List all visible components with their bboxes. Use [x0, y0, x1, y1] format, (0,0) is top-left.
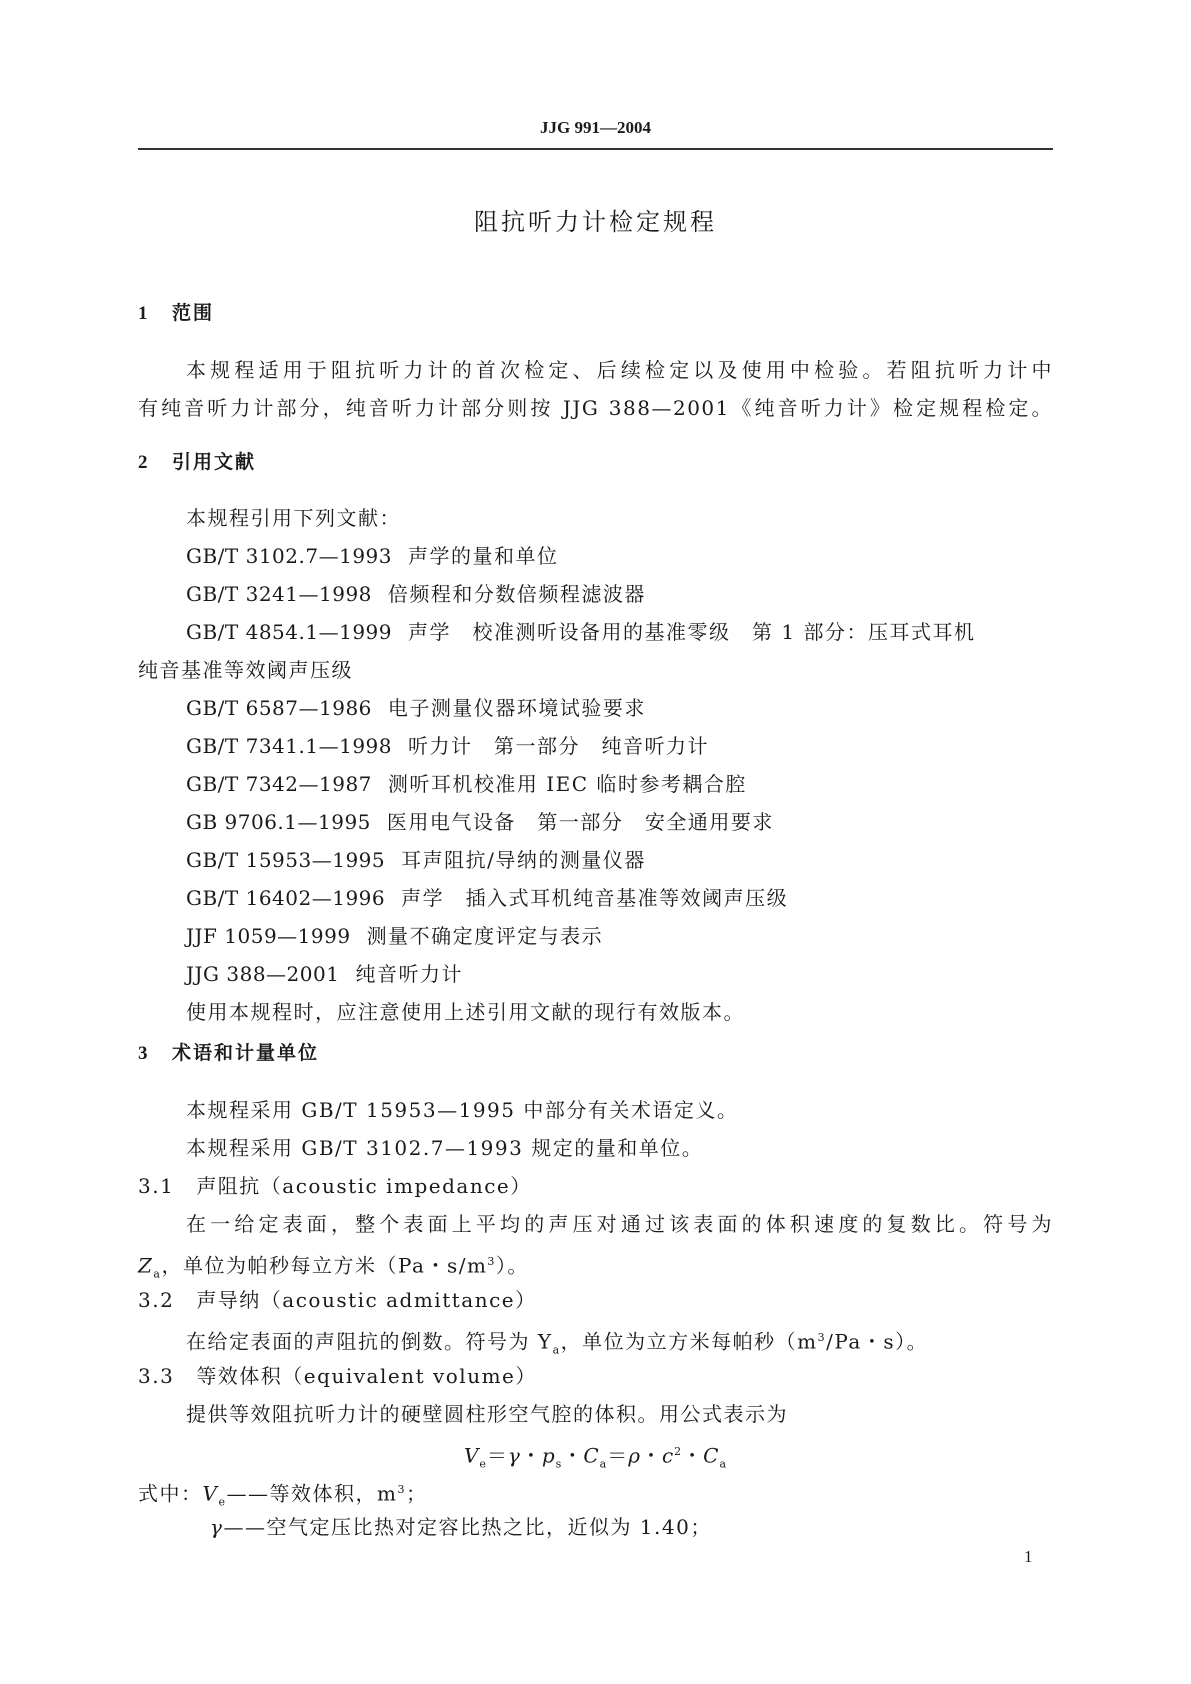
reference-code: GB/T 7342—1987: [186, 772, 372, 796]
where-description: ——空气定压比热对定容比热之比，近似为 1.40；: [223, 1515, 712, 1539]
definition-text: 在给定表面的声阻抗的倒数。符号为 Y: [186, 1329, 553, 1354]
reference-code: GB/T 15953—1995: [186, 848, 386, 872]
term-name: 等效体积（equivalent volume）: [196, 1364, 537, 1388]
reference-title: 声学 校准测听设备用的基准零级 第 1 部分：压耳式耳机: [408, 620, 976, 644]
reference-title: 测量不确定度评定与表示: [366, 924, 604, 948]
symbol-subscript: a: [153, 1267, 162, 1281]
formula-symbol: C: [583, 1443, 600, 1468]
reference-title: 纯音听力计: [355, 962, 463, 986]
term-3-1-heading: [138, 1172, 1053, 1200]
section-1-heading: [138, 299, 214, 328]
where-description: ——等效体积，m: [226, 1481, 398, 1506]
term-3-2-definition: [138, 1324, 1053, 1365]
page-header-standard-code: JJG 991—2004: [540, 118, 651, 137]
formula-symbol: c: [661, 1443, 675, 1468]
symbol-Z: Z: [138, 1253, 154, 1278]
formula-operator: ・: [682, 1443, 704, 1468]
definition-text: ，单位为立方米每帕秒（m: [560, 1329, 818, 1354]
formula-subscript: e: [479, 1457, 487, 1471]
formula-operator: ・: [520, 1443, 542, 1468]
unit-superscript: 3: [487, 1255, 496, 1268]
formula-symbol: V: [463, 1443, 480, 1468]
formula-subscript: a: [599, 1457, 608, 1471]
reference-item: [138, 846, 1053, 874]
reference-code: JJG 388—2001: [186, 962, 340, 986]
term-3-1-definition-line-1: 在一给定表面，整个表面上平均的声压对通过该表面的体积速度的复数比。符号为: [186, 1212, 1053, 1236]
formula-subscript: a: [719, 1457, 728, 1471]
where-subscript: e: [218, 1495, 227, 1509]
where-end: ；: [405, 1481, 428, 1506]
reference-item: [138, 808, 1053, 836]
reference-title: 电子测量仪器环境试验要求: [387, 696, 646, 720]
where-superscript: 3: [397, 1483, 406, 1496]
formula-subscript: s: [555, 1457, 563, 1471]
section-1-paragraph-line-2: 有纯音听力计部分，纯音听力计部分则按 JJG 388—2001《纯音听力计》检定规程检定。: [138, 396, 1053, 420]
formula-superscript: 2: [674, 1445, 683, 1458]
reference-code: GB/T 6587—1986: [186, 696, 372, 720]
section-3-heading: [138, 1039, 319, 1068]
reference-title: 声学的量和单位: [408, 544, 559, 568]
reference-code: GB/T 3102.7—1993: [186, 544, 392, 568]
reference-item: [138, 732, 1053, 760]
reference-title: 倍频程和分数倍频程滤波器: [387, 582, 646, 606]
section-1-paragraph-line-1: 本规程适用于阻抗听力计的首次检定、后续检定以及使用中检验。若阻抗听力计中: [186, 358, 1053, 382]
reference-title: 耳声阻抗/导纳的测量仪器: [401, 848, 646, 872]
where-symbol: V: [202, 1481, 219, 1506]
where-symbol: γ: [210, 1515, 224, 1539]
reference-code: GB/T 3241—1998: [186, 582, 372, 606]
section-number: 2: [138, 452, 150, 473]
document-title: 阻抗听力计检定规程: [474, 208, 717, 236]
symbol-subscript: a: [552, 1343, 561, 1357]
formula-where-gamma: [138, 1513, 1053, 1541]
reference-item: [138, 770, 1053, 798]
header-rule: [138, 148, 1053, 150]
formula-operator: ＝: [486, 1443, 508, 1468]
references-intro: 本规程引用下列文献：: [186, 506, 401, 530]
term-3-1-definition-line-2: [138, 1248, 1053, 1289]
reference-item-continuation: 纯音基准等效阈声压级: [138, 658, 353, 682]
reference-code: GB/T 16402—1996: [186, 886, 386, 910]
reference-code: GB/T 7341.1—1998: [186, 734, 392, 758]
section-2-heading: [138, 448, 256, 477]
references-closing-note: 使用本规程时，应注意使用上述引用文献的现行有效版本。: [186, 1000, 745, 1024]
equivalent-volume-formula: [138, 1438, 1053, 1479]
term-number: 3.3: [138, 1364, 175, 1388]
formula-operator: ・: [562, 1443, 584, 1468]
reference-item: [138, 884, 1053, 912]
formula-where-ve: [138, 1476, 1053, 1517]
reference-item: [138, 694, 1053, 722]
reference-code: GB 9706.1—1995: [186, 810, 371, 834]
formula-symbol: p: [541, 1443, 556, 1468]
section-title: 引用文献: [172, 451, 257, 473]
reference-item: [138, 922, 1053, 950]
unit-text: ，单位为帕秒每立方米（Pa・s/m: [161, 1253, 488, 1278]
formula-symbol: γ: [507, 1443, 521, 1468]
reference-title: 声学 插入式耳机纯音基准等效阈声压级: [401, 886, 789, 910]
where-label: 式中：: [138, 1481, 203, 1506]
formula-symbol: C: [703, 1443, 720, 1468]
term-number: 3.2: [138, 1288, 175, 1312]
page-number: 1: [1024, 1547, 1033, 1566]
formula-symbol: ρ: [628, 1443, 641, 1468]
section-title: 范围: [172, 302, 215, 324]
section-3-intro-1: 本规程采用 GB/T 15953—1995 中部分有关术语定义。: [186, 1098, 739, 1122]
reference-item: [138, 960, 1053, 988]
term-number: 3.1: [138, 1174, 175, 1198]
reference-title: 听力计 第一部分 纯音听力计: [408, 734, 709, 758]
formula-operator: ＝: [607, 1443, 629, 1468]
section-title: 术语和计量单位: [172, 1042, 320, 1064]
reference-code: JJF 1059—1999: [186, 924, 351, 948]
term-name: 声导纳（acoustic admittance）: [196, 1288, 537, 1312]
reference-title: 测听耳机校准用 IEC 临时参考耦合腔: [387, 772, 747, 796]
reference-code: GB/T 4854.1—1999: [186, 620, 392, 644]
unit-superscript: 3: [817, 1331, 827, 1344]
term-3-3-heading: [138, 1362, 1053, 1390]
reference-item: [138, 618, 1053, 646]
unit-text-end: ）。: [495, 1253, 529, 1278]
section-3-intro-2: 本规程采用 GB/T 3102.7—1993 规定的量和单位。: [186, 1136, 704, 1160]
section-number: 1: [138, 303, 150, 324]
definition-text: /Pa・s）。: [826, 1329, 929, 1354]
formula-operator: ・: [640, 1443, 662, 1468]
term-3-2-heading: [138, 1286, 1053, 1314]
term-3-3-definition: 提供等效阻抗听力计的硬壁圆柱形空气腔的体积。用公式表示为: [186, 1402, 788, 1426]
reference-item: [138, 580, 1053, 608]
reference-title: 医用电气设备 第一部分 安全通用要求: [386, 810, 774, 834]
reference-item: [138, 542, 1053, 570]
term-name: 声阻抗（acoustic impedance）: [196, 1174, 532, 1198]
section-number: 3: [138, 1043, 150, 1064]
